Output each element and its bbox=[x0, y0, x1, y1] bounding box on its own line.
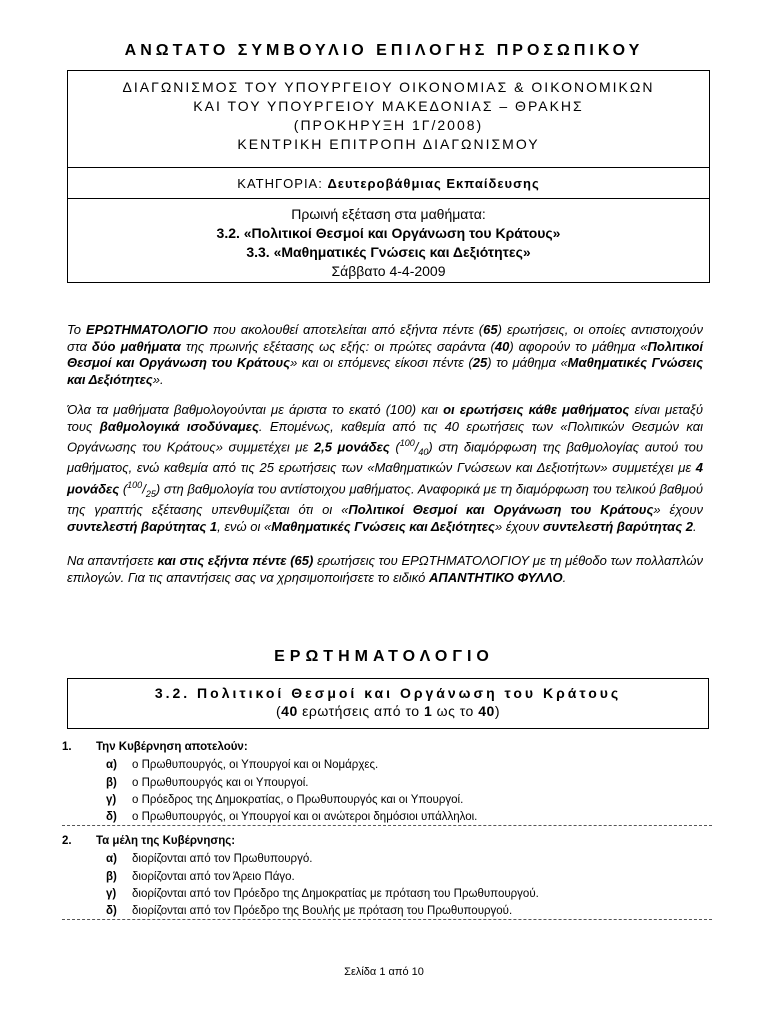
range-to: 40 bbox=[478, 703, 495, 719]
header-box bbox=[67, 70, 710, 283]
option-c: γ) ο Πρόεδρος της Δημοκρατίας, ο Πρωθυπουργός και οι Υπουργοί. bbox=[106, 794, 464, 806]
question-separator bbox=[62, 825, 712, 826]
category-label: ΚΑΤΗΓΟΡΙΑ: bbox=[237, 176, 328, 191]
text-run: » έχουν bbox=[494, 518, 543, 534]
bold-run: 4 μονάδες bbox=[67, 460, 703, 497]
intro-paragraph-3 bbox=[67, 553, 703, 586]
range-from: 1 bbox=[423, 703, 433, 719]
text-run: 100 bbox=[399, 438, 415, 448]
bold-run: συντελεστή βαρύτητας 1 bbox=[67, 518, 218, 534]
competition-line-1: ΔΙΑΓΩΝΙΣΜΟΣ ΤΟΥ ΥΠΟΥΡΓΕΙΟΥ ΟΙΚΟΝΟΜΙΑΣ & ΟΙΚΟΝΟΜΙΚΩΝ bbox=[122, 79, 655, 95]
bold-run: ΕΡΩΤΗΜΑΤΟΛΟΓΙΟ bbox=[86, 322, 208, 337]
competition-info bbox=[68, 71, 709, 167]
bold-run: 65 bbox=[483, 322, 498, 337]
questionnaire-title: ΕΡΩΤΗΜΑΤΟΛΟΓΙΟ bbox=[274, 648, 494, 665]
text-run: . bbox=[562, 569, 567, 585]
bold-run: 25 bbox=[472, 355, 488, 370]
text-run: ( bbox=[119, 481, 128, 497]
question-1 bbox=[62, 741, 722, 826]
text-run: ερωτήσεις του ΕΡΩΤΗΜΑΤΟΛΟΓΙΟΥ με τη μέθοδο των πολλαπλών επιλογών. Για τις απαντήσεις σας να χρησιμοποιήσετε το ειδικό bbox=[67, 553, 703, 585]
committee-name: ΚΕΝΤΡΙΚΗ ΕΠΙΤΡΟΠΗ ΔΙΑΓΩΝΙΣΜΟΥ bbox=[237, 136, 540, 152]
bold-run: 2,5 μονάδες bbox=[313, 439, 390, 455]
text-run: » έχουν bbox=[653, 502, 703, 518]
text-run: / bbox=[142, 481, 146, 497]
text-run: Όλα τα μαθήματα βαθμολογούνται με άριστα το εκατό (100) και bbox=[67, 402, 444, 417]
section-box bbox=[67, 678, 709, 729]
option-d: δ) ο Πρωθυπουργός, οι Υπουργοί και οι ανώτεροι δημόσιοι υπάλληλοι. bbox=[106, 811, 478, 823]
text-run: , ενώ οι « bbox=[217, 518, 272, 534]
bold-run: 40 bbox=[494, 338, 510, 354]
option-d: δ) διορίζονται από τον Πρόεδρο της Βουλής με πρόταση του Πρωθυπουργού. bbox=[106, 905, 513, 917]
option-a: α) ο Πρωθυπουργός, οι Υπουργοί και οι Νομάρχες. bbox=[106, 759, 379, 771]
text-run: ( bbox=[389, 439, 400, 455]
bold-run: ΑΠΑΝΤΗΤΙΚΟ ΦΥΛΛΟ bbox=[428, 569, 563, 585]
question-separator bbox=[62, 919, 712, 920]
question-2 bbox=[62, 835, 722, 920]
text-run: είναι μεταξύ τους bbox=[67, 402, 703, 434]
subject-1: 3.2. «Πολιτικοί Θεσμοί και Οργάνωση του Κράτους» bbox=[216, 225, 561, 241]
text-run: ) στη διαμόρφωση της βαθμολογίας αυτού του μαθήματος, ενώ καθεμία από τις 25 ερωτήσεις των «Μαθηματικών Γνώσεων και Δεξιοτήτων» συμμετέχει με bbox=[67, 439, 704, 476]
option-a: α) διορίζονται από τον Πρωθυπουργό. bbox=[106, 853, 313, 865]
section-subtitle: (40 ερωτήσεις από το 1 ως το 40) bbox=[276, 703, 500, 719]
bold-run: Μαθηματικές Γνώσεις και Δεξιότητες bbox=[271, 518, 495, 534]
text-run: Το bbox=[67, 322, 87, 337]
bold-run: συντελεστή βαρύτητας 2 bbox=[542, 518, 694, 534]
exam-date: Σάββατο 4-4-2009 bbox=[331, 263, 446, 279]
question-number: 2. bbox=[62, 835, 72, 847]
text-run: Να απαντήσετε bbox=[67, 553, 158, 568]
question-text: Τα μέλη της Κυβέρνησης: bbox=[96, 835, 236, 847]
text-run: ) το μάθημα « bbox=[487, 355, 568, 370]
text-run: . Επομένως, καθεμία από τις 40 ερωτήσεις των «Πολιτικών Θεσμών και Οργάνωσης του Κράτους» συμμετέχει με bbox=[67, 418, 703, 455]
text-run: της πρωινής εξέτασης ως εξής: οι πρώτες σαράντα ( bbox=[180, 338, 495, 354]
text-run: 40 bbox=[418, 446, 429, 457]
bold-run: και στις εξήντα πέντε (65) bbox=[157, 553, 314, 568]
text-run: ) ερωτήσεις, οι οποίες αντιστοιχούν στα bbox=[67, 322, 703, 354]
section-title: 3.2. Πολιτικοί Θεσμοί και Οργάνωση του Κράτους bbox=[154, 685, 622, 701]
category-row bbox=[68, 167, 709, 199]
option-b: β) διορίζονται από τον Άρειο Πάγο. bbox=[106, 871, 295, 883]
text-run: » και οι επόμενες είκοσι πέντε ( bbox=[290, 355, 473, 370]
bold-run: Πολιτικοί Θεσμοί και Οργάνωση του Κράτους bbox=[348, 502, 654, 518]
text-run: ) αφορούν το μάθημα « bbox=[509, 338, 648, 354]
announcement-number: (ΠΡΟΚΗΡΥΞΗ 1Γ/2008) bbox=[293, 117, 484, 133]
exam-info bbox=[68, 198, 709, 283]
exam-intro: Πρωινή εξέταση στα μαθήματα: bbox=[291, 206, 486, 222]
competition-line-2: ΚΑΙ ΤΟΥ ΥΠΟΥΡΓΕΙΟΥ ΜΑΚΕΔΟΝΙΑΣ – ΘΡΑΚΗΣ bbox=[193, 98, 584, 114]
text-run: / bbox=[414, 439, 419, 455]
page-number: Σελίδα 1 από 10 bbox=[344, 966, 424, 978]
text-run: που ακολουθεί αποτελείται από εξήντα πέντε ( bbox=[207, 322, 484, 337]
text-run: ) στη βαθμολογία του αντίστοιχου μαθήματος. Αναφορικά με τη διαμόρφωση του τελικού βαθμού της γραπτής εξέτασης υπενθυμίζεται ότι οι « bbox=[67, 481, 703, 518]
bold-run: δύο μαθήματα bbox=[91, 338, 181, 354]
text-run: 25 bbox=[145, 488, 156, 499]
subject-2: 3.3. «Μαθηματικές Γνώσεις και Δεξιότητες» bbox=[246, 244, 531, 260]
intro-paragraph-1 bbox=[67, 322, 703, 388]
bold-run: βαθμολογικά ισοδύναμες bbox=[99, 418, 259, 434]
text-run: . bbox=[693, 518, 697, 534]
question-number: 1. bbox=[62, 741, 72, 753]
text-run: 100 bbox=[127, 479, 143, 490]
bold-run: Πολιτικοί Θεσμοί και Οργάνωση του Κράτους bbox=[67, 338, 703, 370]
category-value: Δευτεροβάθμιας Εκπαίδευσης bbox=[327, 176, 540, 191]
intro-paragraph-2 bbox=[67, 402, 703, 535]
question-count: 40 bbox=[281, 703, 298, 719]
option-c: γ) διορίζονται από τον Πρόεδρο της Δημοκρατίας με πρόταση του Πρωθυπουργού. bbox=[106, 888, 539, 900]
text-run: ». bbox=[152, 371, 164, 387]
question-text: Την Κυβέρνηση αποτελούν: bbox=[96, 741, 248, 753]
organization-title: ΑΝΩΤΑΤΟ ΣΥΜΒΟΥΛΙΟ ΕΠΙΛΟΓΗΣ ΠΡΟΣΩΠΙΚΟΥ bbox=[124, 42, 644, 59]
bold-run: Μαθηματικές Γνώσεις και Δεξιότητες bbox=[67, 355, 704, 387]
option-b: β) ο Πρωθυπουργός και οι Υπουργοί. bbox=[106, 777, 309, 789]
bold-run: οι ερωτήσεις κάθε μαθήματος bbox=[443, 402, 630, 417]
